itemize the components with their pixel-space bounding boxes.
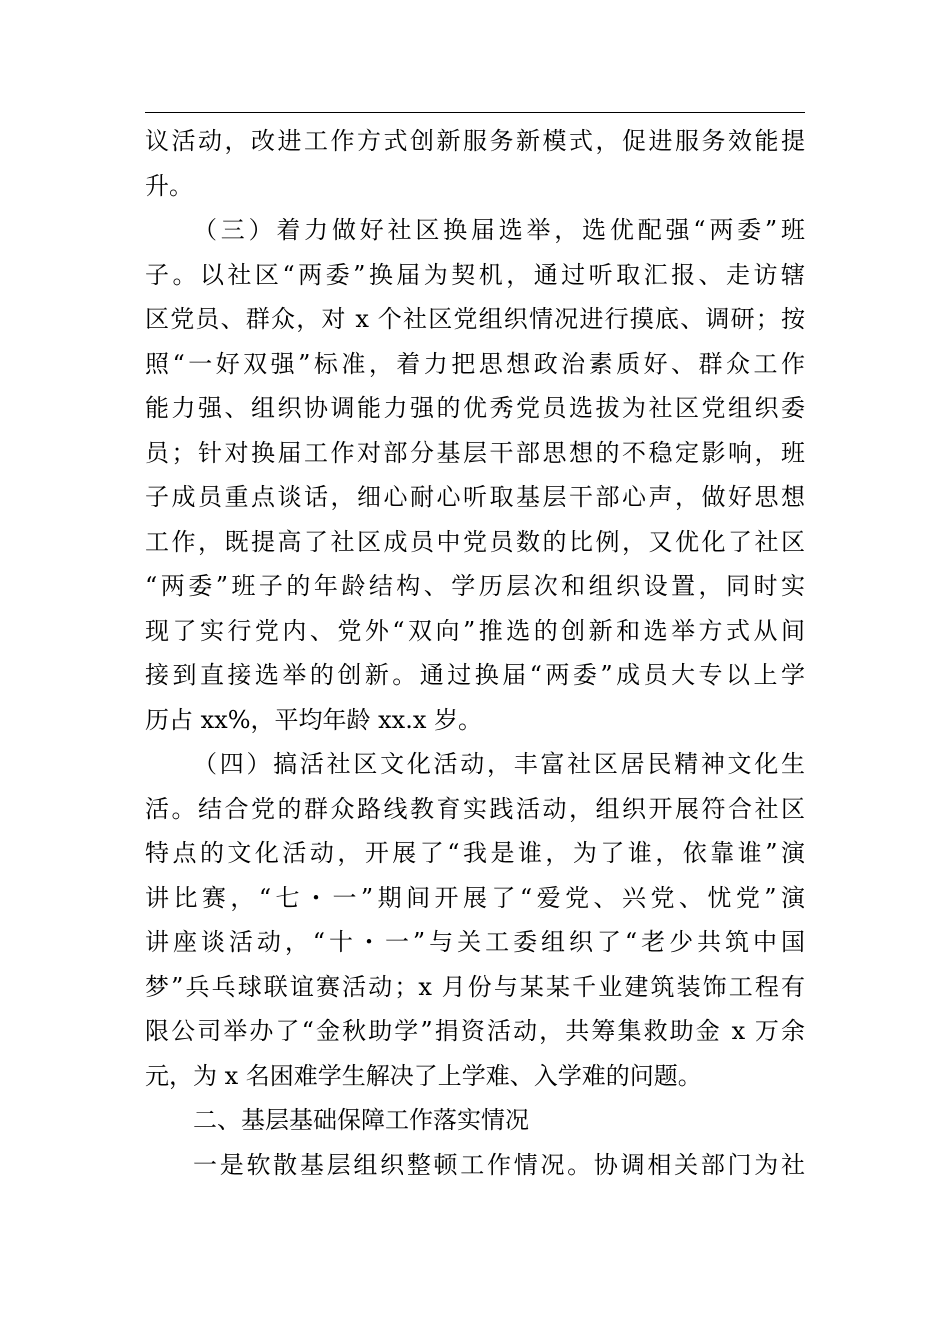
text-line: 限公司举办了“金秋助学”捐资活动，共筹集救助金 x 万余 bbox=[145, 1017, 805, 1045]
text-line: 子成员重点谈话，细心耐心听取基层干部心声，做好思想 bbox=[145, 483, 805, 511]
text-line: 现了实行党内、党外“双向”推选的创新和选举方式从间 bbox=[145, 616, 805, 645]
text-line: 工作，既提高了社区成员中党员数的比例，又优化了社区 bbox=[145, 527, 805, 556]
header-rule bbox=[145, 112, 805, 113]
text-line: 照“一好双强”标准，着力把思想政治素质好、群众工作 bbox=[145, 349, 805, 378]
text-line: （四）搞活社区文化活动，丰富社区居民精神文化生 bbox=[193, 750, 805, 778]
paragraph-section-three bbox=[145, 208, 805, 742]
text-line: 议活动，改进工作方式创新服务新模式，促进服务效能提 bbox=[145, 127, 805, 155]
text-line: 一是软散基层组织整顿工作情况。协调相关部门为社 bbox=[193, 1150, 805, 1179]
text-line: 区党员、群众，对 x 个社区党组织情况进行摸底、调研；按 bbox=[145, 305, 805, 333]
text-line: 特点的文化活动，开展了“我是谁，为了谁，依靠谁”演 bbox=[145, 839, 805, 867]
text-line: 能力强、组织协调能力强的优秀党员选拔为社区党组织委 bbox=[145, 394, 805, 422]
text-line: 讲比赛，“七・一”期间开展了“爱党、兴党、忧党”演 bbox=[145, 883, 805, 912]
text-line: 员；针对换届工作对部分基层干部思想的不稳定影响，班 bbox=[145, 438, 805, 467]
text-line: 升。 bbox=[145, 171, 193, 200]
text-line: 历占 xx%，平均年龄 xx.x 岁。 bbox=[145, 705, 482, 734]
section-heading: 二、基层基础保障工作落实情况 bbox=[193, 1106, 529, 1134]
text-line: “两委”班子的年龄结构、学历层次和组织设置，同时实 bbox=[145, 572, 805, 600]
paragraph-continuation bbox=[145, 119, 805, 208]
text-line: 梦”兵乓球联谊赛活动；x 月份与某某千业建筑装饰工程有 bbox=[145, 972, 805, 1001]
paragraph-section-four bbox=[145, 742, 805, 1098]
text-line: 讲座谈活动，“十・一”与关工委组织了“老少共筑中国 bbox=[145, 928, 805, 956]
text-line: 活。结合党的群众路线教育实践活动，组织开展符合社区 bbox=[145, 794, 805, 823]
text-line: 子。以社区“两委”换届为契机，通过听取汇报、走访辖 bbox=[145, 260, 805, 289]
document-page bbox=[145, 112, 805, 1187]
text-line: 接到直接选举的创新。通过换届“两委”成员大专以上学 bbox=[145, 661, 805, 689]
text-line: （三）着力做好社区换届选举，选优配强“两委”班 bbox=[193, 216, 805, 244]
text-line: 元，为 x 名困难学生解决了上学难、入学难的问题。 bbox=[145, 1061, 702, 1090]
